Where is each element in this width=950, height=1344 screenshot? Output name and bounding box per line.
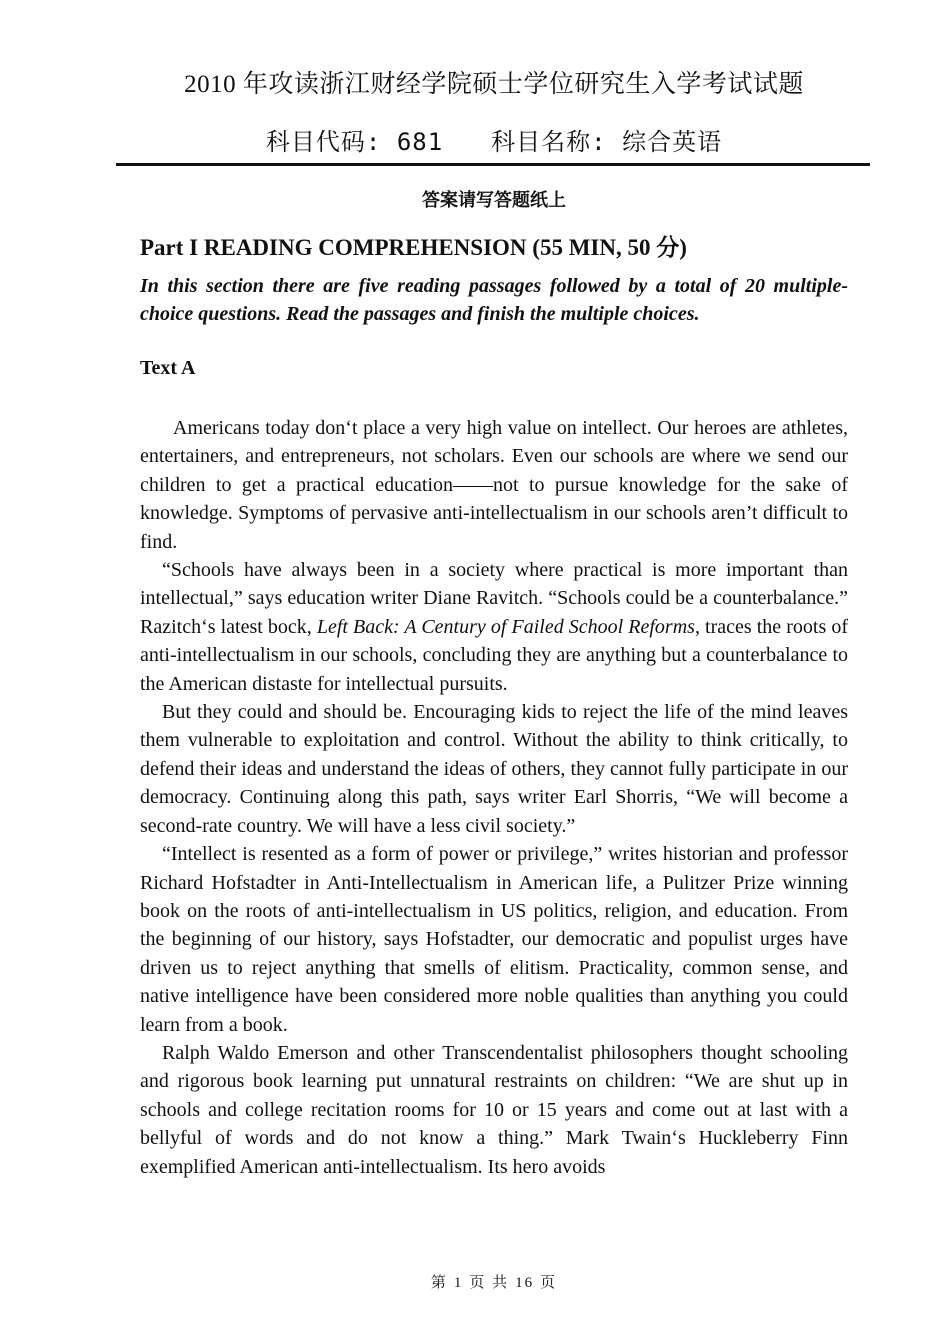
subject-name-label: 科目名称: <box>491 128 607 156</box>
page-label-suffix: 页 <box>540 1275 558 1291</box>
subject-code: 681 <box>396 128 444 156</box>
exam-title: 2010 年攻读浙江财经学院硕士学位研究生入学考试试题 <box>184 71 804 98</box>
page-label-mid: 页 共 <box>469 1275 510 1291</box>
section-instructions: In this section there are five reading passages followed by a total of 20 multiple-choice questions. Read the passages and finish the multiple choices. <box>140 275 848 325</box>
passage-paragraph-4: “Intellect is resented as a form of power or privilege,” writes historian and professor Richard Hofstadter in Anti-Intellectualism in American life, a Pulitzer Prize winning book on the roots of anti-intellectualism in US politics, religion, and education. From the beginning of our history, says Hofstadter, our democratic and populist urges have driven us to reject anything that smells of elitism. Practicality, common sense, and native intelligence have been considered more noble qualities than anything you could learn from a book. <box>140 843 848 1036</box>
paragraph-2-text-end: , traces the roots of anti-intellectualism in our schools, concluding they are anything but a counterbalance to the American distaste for intellectual pursuits. <box>140 615 848 695</box>
passage-paragraph-5: Ralph Waldo Emerson and other Transcendentalist philosophers thought schooling and rigorous book learning put unnatural restraints on children: “We are shut up in schools and college recitation rooms for 10 or 15 years and come out at last with a bellyful of words and do not know a thing.” Mark Twain‘s Huckleberry Finn exemplified American anti-intellectualism. Its hero avoids <box>140 1041 848 1178</box>
page-label-prefix: 第 <box>430 1275 448 1291</box>
answer-note: 答案请写答题纸上 <box>422 190 566 210</box>
header-divider <box>116 163 870 166</box>
passage-body <box>140 414 848 1181</box>
page-number: 1 <box>453 1275 464 1291</box>
total-pages: 16 <box>515 1275 535 1291</box>
page-footer <box>0 1271 950 1292</box>
subject-line <box>0 122 950 157</box>
part-heading: Part I READING COMPREHENSION (55 MIN, 50 分) <box>140 235 687 260</box>
passage-paragraph-1: Americans today don‘t place a very high value on intellect. Our heroes are athletes, entertainers, and entrepreneurs, not scholars. Even our schools are where we send our children to get a practical education——not to pursue knowledge for the sake of knowledge. Symptoms of pervasive anti-intellectualism in our schools aren’t difficult to find. <box>140 417 848 553</box>
text-label: Text A <box>140 357 196 379</box>
subject-code-label: 科目代码: <box>265 128 382 156</box>
book-title: Left Back: A Century of Failed School Reforms <box>316 615 695 638</box>
passage-paragraph-2 <box>140 556 848 698</box>
passage-paragraph-3: But they could and should be. Encouraging kids to reject the life of the mind leaves them vulnerable to exploitation and control. Without the ability to think critically, to defend their ideas and understand the ideas of others, they cannot fully participate in our democracy. Continuing along this path, says writer Earl Shorris, “We will become a second-rate country. We will have a less civil society.” <box>140 701 848 837</box>
paragraph-2-text-start: “Schools have always been in a society where practical is more important than intellectual,” says education writer Diane Ravitch. “Schools could be a counterbalance.” Razitch‘s latest bock, <box>140 559 848 638</box>
subject-name: 综合英语 <box>622 128 723 156</box>
